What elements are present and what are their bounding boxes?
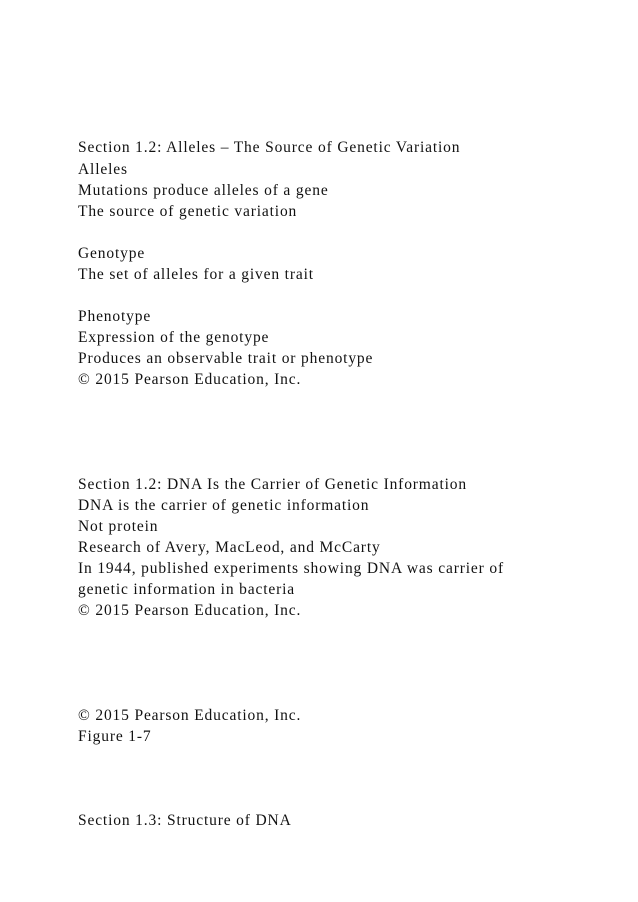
text-line: In 1944, published experiments showing DNA was carrier of: [78, 560, 504, 577]
section-heading-dna-structure: Section 1.3: Structure of DNA: [78, 812, 292, 829]
copyright-notice: © 2015 Pearson Education, Inc.: [78, 602, 302, 619]
text-line: Alleles: [78, 161, 128, 178]
text-line: Genotype: [78, 245, 146, 262]
section-heading-dna-carrier: Section 1.2: DNA Is the Carrier of Genetic Information: [78, 476, 467, 493]
figure-caption: Figure 1-7: [78, 728, 152, 745]
text-line: Not protein: [78, 518, 159, 535]
text-line: Mutations produce alleles of a gene: [78, 182, 329, 199]
text-line: Research of Avery, MacLeod, and McCarty: [78, 539, 381, 556]
text-line: Phenotype: [78, 308, 152, 325]
text-line: DNA is the carrier of genetic information: [78, 497, 370, 514]
copyright-notice: © 2015 Pearson Education, Inc.: [78, 707, 302, 724]
text-line: The set of alleles for a given trait: [78, 266, 314, 283]
text-line: Produces an observable trait or phenotype: [78, 350, 374, 367]
text-line: genetic information in bacteria: [78, 581, 296, 598]
copyright-notice: © 2015 Pearson Education, Inc.: [78, 371, 302, 388]
text-line: The source of genetic variation: [78, 203, 298, 220]
text-line: Expression of the genotype: [78, 329, 270, 346]
section-heading-alleles: Section 1.2: Alleles – The Source of Genetic Variation: [78, 139, 461, 156]
